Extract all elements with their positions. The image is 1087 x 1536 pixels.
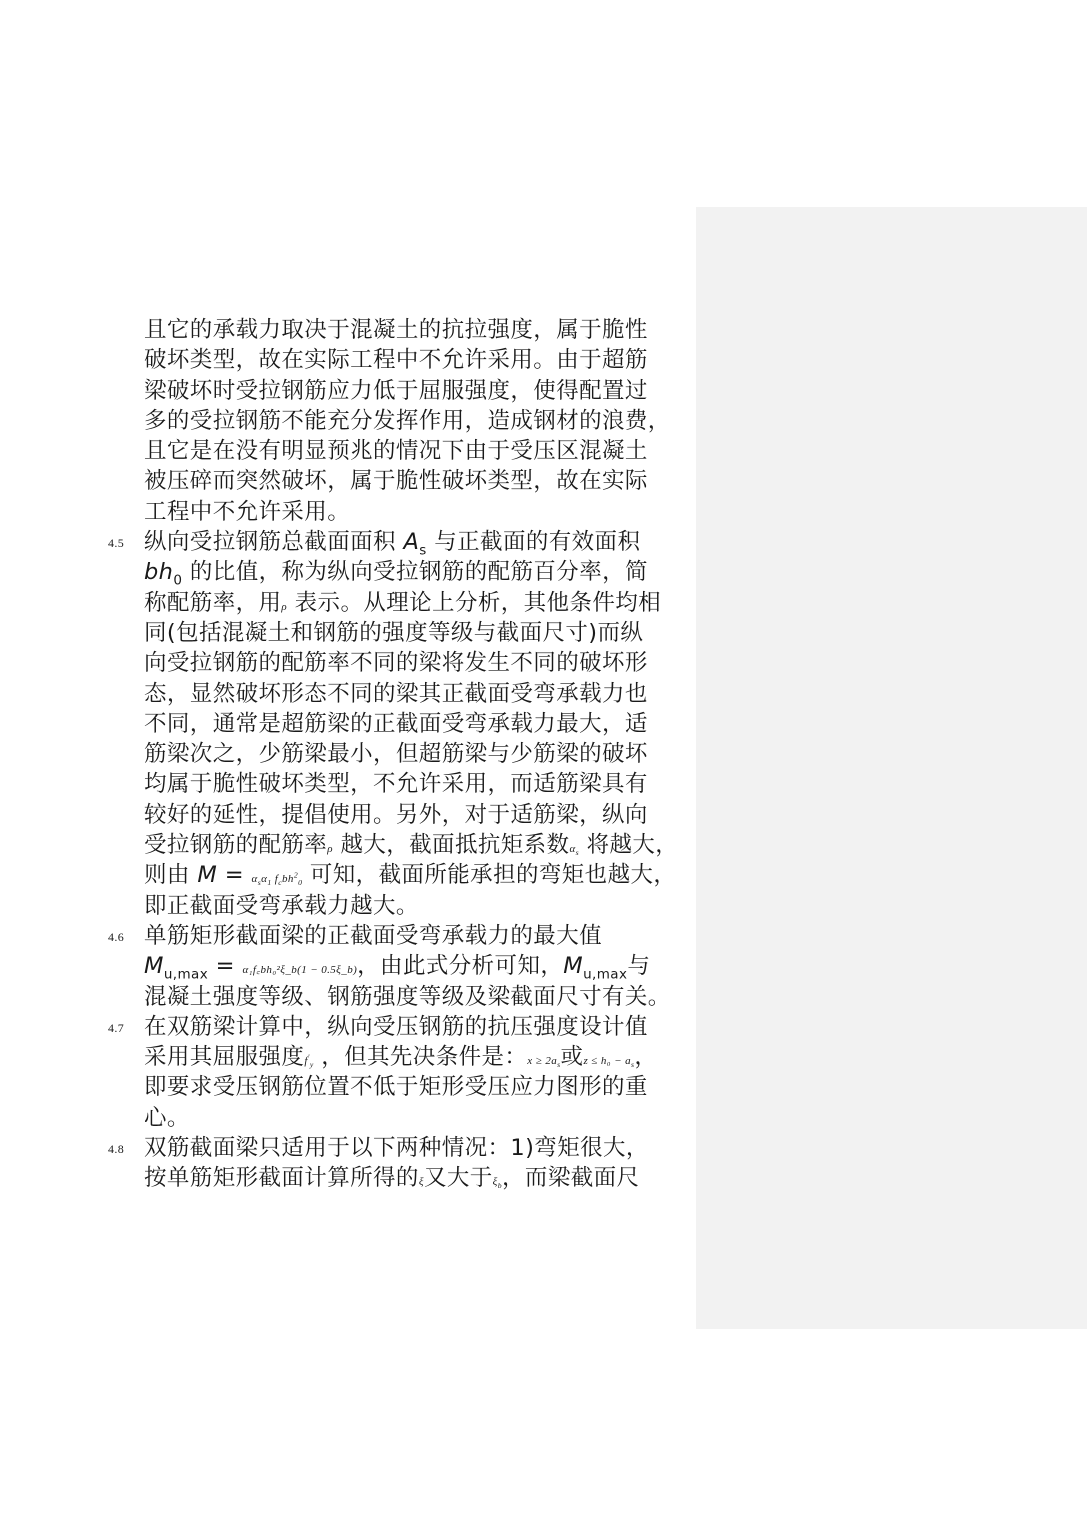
text-line: 向受拉钢筋的配筋率不同的梁将发生不同的破坏形 (144, 650, 648, 677)
text-line: 4.8 双筋截面梁只适用于以下两种情况：1)弯矩很大， (144, 1133, 696, 1163)
text-line: 且它是在没有明显预兆的情况下由于受压区混凝土 (144, 438, 648, 465)
item-number: 4.8 (108, 1142, 125, 1157)
text-line: 较好的延性，提倡使用。另外，对于适筋梁，纵向 (144, 801, 648, 828)
text-line: 4.7 在双筋梁计算中，纵向受压钢筋的抗压强度设计值 (144, 1012, 696, 1042)
text-line: 混凝土强度等级、钢筋强度等级及梁截面尺寸有关。 (144, 983, 671, 1010)
item-number: 4.7 (108, 1020, 125, 1035)
text-line: 4.6 单筋矩形截面梁的正截面受弯承载力的最大值 (144, 921, 696, 951)
comment-pane (696, 207, 1087, 1329)
text-line: 采用其屈服强度$f'_y$ ，但其先决条件是：$x \ge 2a_s$或$z \le h_0 - a_s$， (144, 1044, 658, 1071)
text-line: $bh_0$ 的比值，称为纵向受拉钢筋的配筋百分率，简 (144, 559, 648, 589)
text-line: 4.5 纵向受拉钢筋总截面面积 $A_s$ 与正截面的有效面积 (108, 529, 641, 559)
text-line: 不同，通常是超筋梁的正截面受弯承载力最大，适 (144, 710, 648, 737)
text-line: 则由 $M = \alpha_s\alpha_1$ $f_cbh^2_0$ 可知，截面所能承担的弯矩也越大， (144, 862, 677, 889)
text-line: 且它的承载力取决于混凝土的抗拉强度，属于脆性 (144, 317, 648, 343)
text-line: 受拉钢筋的配筋率ρ 越大，截面抵抗矩系数$\alpha_s$ 将越大， (144, 832, 679, 859)
text-line: 多的受拉钢筋不能充分发挥作用，造成钢材的浪费， (144, 407, 671, 434)
text-line: 心。 (144, 1104, 190, 1131)
text-line: 态，显然破坏形态不同的梁其正截面受弯承载力也 (144, 680, 648, 707)
text-line: $M_{u,max}$ = α₁f꜀bh₀²ξ_b(1 − 0.5ξ_b)，由此式分析可知，$M_{u,max}$与 (144, 953, 651, 983)
text-line: 均属于脆性破坏类型，不允许采用，而适筋梁具有 (144, 771, 648, 798)
text-line: 同(包括混凝土和钢筋的强度等级与截面尺寸)而纵 (144, 619, 644, 646)
document-body (108, 315, 696, 1194)
max-moment-formula: α₁f꜀bh₀²ξ_b(1 − 0.5ξ_b) (242, 964, 358, 977)
text-line: 破坏类型，故在实际工程中不允许采用。由于超筋 (144, 347, 648, 374)
text-line: 即正截面受弯承载力越大。 (144, 892, 419, 919)
text-line: 工程中不允许采用。 (144, 498, 351, 525)
text-line: 按单筋矩形截面计算所得的ξ又大于$\xi_b$，而梁截面尺 (144, 1165, 640, 1192)
item-number: 4.6 (108, 929, 125, 944)
text-line: 即要求受压钢筋位置不低于矩形受压应力图形的重 (144, 1074, 648, 1101)
text-line: 被压碎而突然破坏，属于脆性破坏类型，故在实际 (144, 468, 648, 495)
item-number: 4.5 (108, 536, 125, 551)
text-line: 筋梁次之，少筋梁最小，但超筋梁与少筋梁的破坏 (144, 741, 648, 768)
text-line: 称配筋率，用ρ 表示。从理论上分析，其他条件均相 (144, 589, 662, 616)
text-line: 梁破坏时受拉钢筋应力低于屈服强度，使得配置过 (144, 377, 648, 404)
moment-formula: $\alpha_s\alpha_1$ $f_cbh^2_0$ (251, 870, 303, 888)
